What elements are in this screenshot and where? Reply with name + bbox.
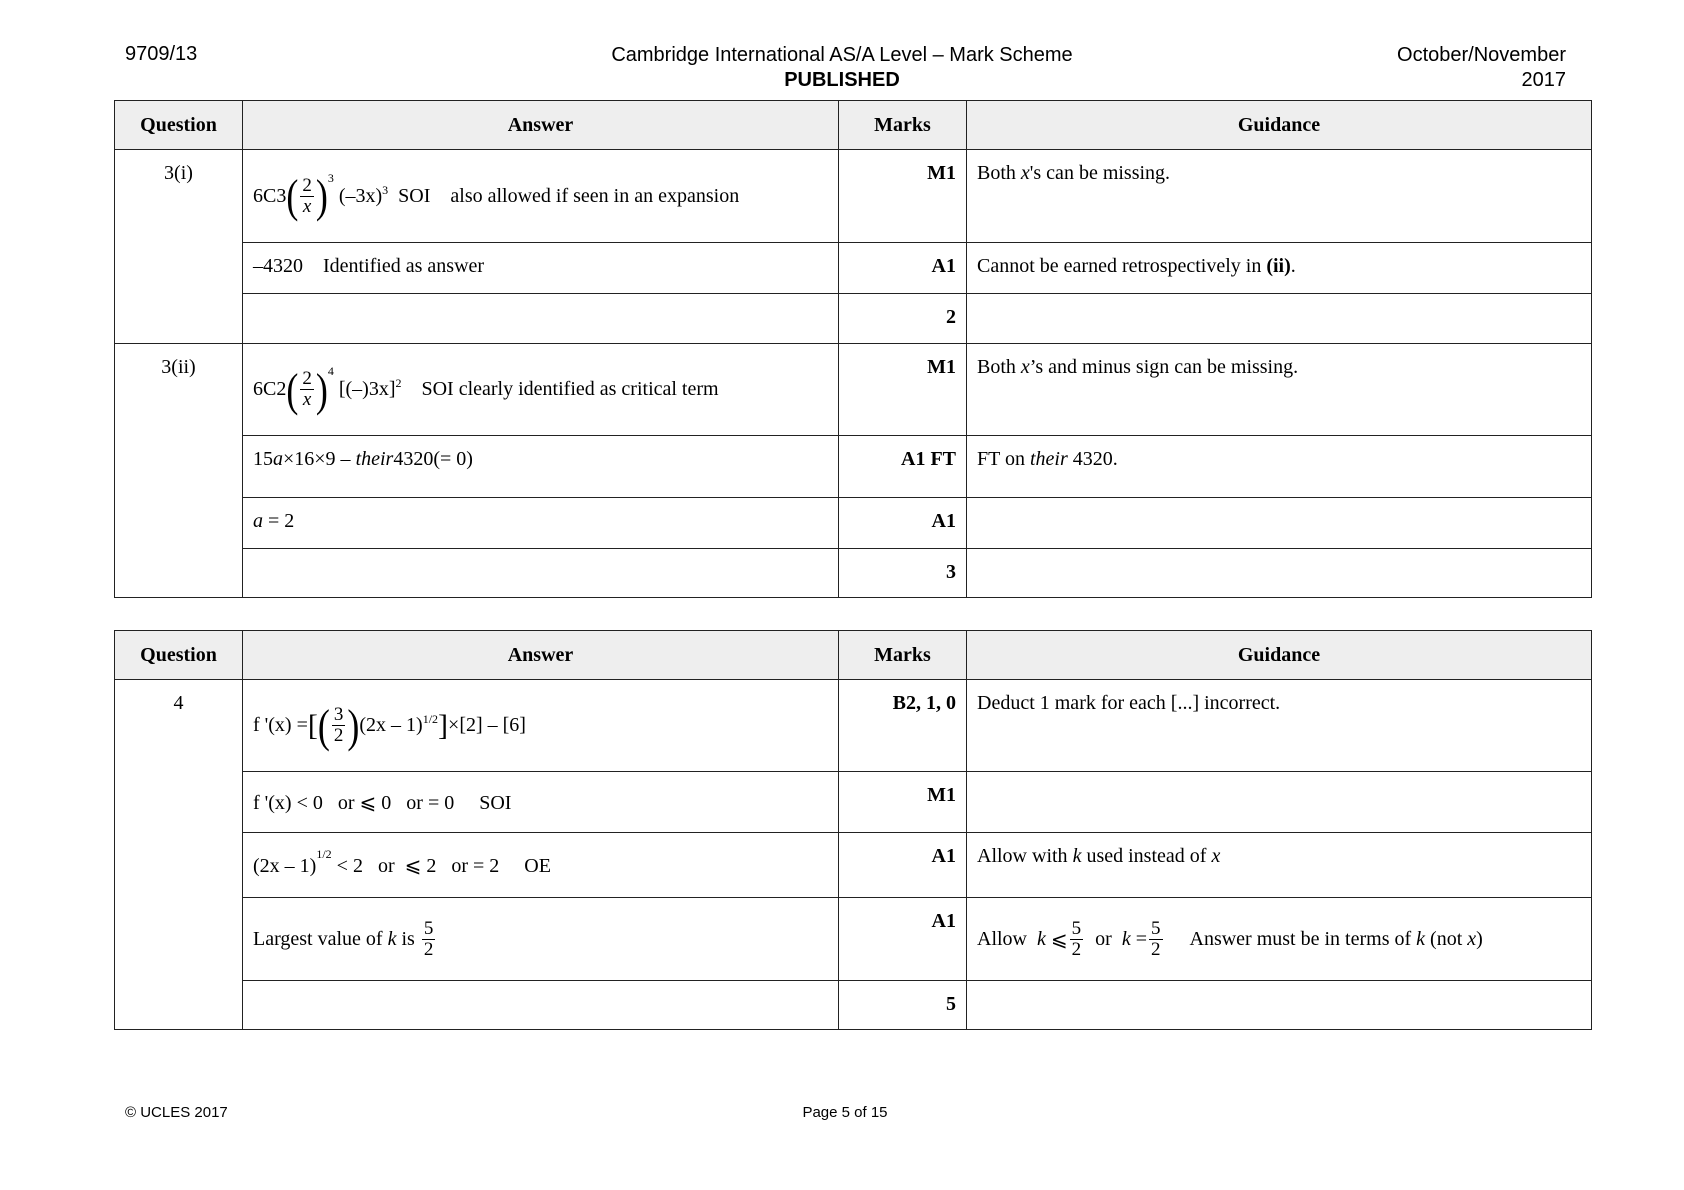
guidance-cell: Cannot be earned retrospectively in (ii). bbox=[967, 243, 1592, 294]
session-year: 2017 bbox=[1521, 69, 1566, 91]
fraction: $\frac{5}{2}$ bbox=[423, 917, 434, 960]
title-text: Cambridge International AS/A Level – Mark Scheme bbox=[611, 44, 1073, 66]
answer-cell: (2x – 1)$^{1/2}$ < 2 or ⩽ 2 or = 2 OE bbox=[243, 833, 839, 898]
col-marks: Marks bbox=[839, 631, 967, 680]
answer-cell: 6C2 ( $\frac{2}{x}$ ) $^4$ [(–)3x] $^2$ SOI clearly identified as critical term bbox=[243, 344, 839, 436]
guidance-cell bbox=[967, 294, 1592, 344]
marks-cell: A1 FT bbox=[839, 436, 967, 498]
question-number: 3(ii) bbox=[115, 344, 243, 598]
question-number: 4 bbox=[115, 680, 243, 1030]
guidance-cell bbox=[967, 981, 1592, 1030]
table-row bbox=[115, 294, 1592, 344]
mark-scheme-table-q3 bbox=[114, 100, 1592, 598]
table-row bbox=[115, 898, 1592, 981]
answer-cell: –4320 Identified as answer bbox=[243, 243, 839, 294]
guidance-cell: Allow with k used instead of x bbox=[967, 833, 1592, 898]
guidance-cell bbox=[967, 772, 1592, 833]
binomial-coefficient: 6C2 bbox=[253, 378, 287, 400]
term: [(–)3x] bbox=[338, 378, 396, 400]
table-row bbox=[115, 344, 1592, 436]
answer-cell: Largest value of k is $\frac{5}{2}$ bbox=[243, 898, 839, 981]
published-label: PUBLISHED bbox=[784, 69, 900, 91]
col-answer: Answer bbox=[243, 101, 839, 150]
session-months: October/November bbox=[1397, 44, 1566, 66]
table-row bbox=[115, 772, 1592, 833]
col-question: Question bbox=[115, 631, 243, 680]
table-row bbox=[115, 549, 1592, 598]
col-guidance: Guidance bbox=[967, 101, 1592, 150]
fraction: $\frac{5}{2}$ bbox=[1071, 917, 1082, 960]
marks-cell: A1 bbox=[839, 243, 967, 294]
guidance-cell: Deduct 1 mark for each [...] incorrect. bbox=[967, 680, 1592, 772]
answer-cell bbox=[243, 294, 839, 344]
exam-session bbox=[1397, 43, 1566, 93]
marks-cell: B2, 1, 0 bbox=[839, 680, 967, 772]
marks-cell: M1 bbox=[839, 344, 967, 436]
table-row bbox=[115, 436, 1592, 498]
term: (–3x) bbox=[338, 184, 383, 207]
answer-cell: a = 2 bbox=[243, 498, 839, 549]
marks-cell: A1 bbox=[839, 498, 967, 549]
table-row bbox=[115, 981, 1592, 1030]
col-marks: Marks bbox=[839, 101, 967, 150]
table-row bbox=[115, 243, 1592, 294]
guidance-cell: Allow k ⩽ $\frac{5}{2}$ or k = $\frac{5}{2}$ Answer must be in terms of k (not x ) bbox=[967, 898, 1592, 981]
binomial-coefficient: 6C3 bbox=[253, 184, 287, 207]
answer-cell bbox=[243, 549, 839, 598]
answer-cell: f '(x) < 0 or ⩽ 0 or = 0 SOI bbox=[243, 772, 839, 833]
table-header-row bbox=[115, 101, 1592, 150]
answer-cell: 15a×16×9 – their4320(= 0) bbox=[243, 436, 839, 498]
marks-cell: M1 bbox=[839, 150, 967, 243]
answer-cell bbox=[243, 981, 839, 1030]
table-row bbox=[115, 150, 1592, 243]
table-row bbox=[115, 498, 1592, 549]
copyright-notice: © UCLES 2017 bbox=[125, 1104, 228, 1121]
col-question: Question bbox=[115, 101, 243, 150]
guidance-cell: Both x’s and minus sign can be missing. bbox=[967, 344, 1592, 436]
marks-cell: A1 bbox=[839, 833, 967, 898]
answer-cell: f '(x) = [ ( $\frac{3}{2}$ ) (2x – 1) $^{1/2}$ ] ×[2] – [6] bbox=[243, 680, 839, 772]
marks-total: 3 bbox=[839, 549, 967, 598]
mark-scheme-table-q4 bbox=[114, 630, 1592, 1030]
marks-total: 2 bbox=[839, 294, 967, 344]
question-number: 3(i) bbox=[115, 150, 243, 344]
fraction: $\frac{2}{x}$ bbox=[302, 174, 312, 217]
marks-cell: M1 bbox=[839, 772, 967, 833]
marks-total: 5 bbox=[839, 981, 967, 1030]
col-answer: Answer bbox=[243, 631, 839, 680]
table-row bbox=[115, 680, 1592, 772]
col-guidance: Guidance bbox=[967, 631, 1592, 680]
fraction: $\frac{2}{x}$ bbox=[302, 368, 312, 410]
paper-code: 9709/13 bbox=[125, 43, 198, 65]
fraction: $\frac{5}{2}$ bbox=[1151, 917, 1161, 960]
page-number: Page 5 of 15 bbox=[802, 1104, 888, 1121]
table-header-row bbox=[115, 631, 1592, 680]
guidance-cell bbox=[967, 549, 1592, 598]
answer-cell: 6C3 ( $\frac{2}{x}$ ) $^3$ (–3x) $^3$ SOI also allowed if seen in an expansion bbox=[243, 150, 839, 243]
guidance-cell: Both x's can be missing. bbox=[967, 150, 1592, 243]
table-row bbox=[115, 833, 1592, 898]
guidance-cell: FT on their 4320. bbox=[967, 436, 1592, 498]
guidance-cell bbox=[967, 498, 1592, 549]
marks-cell: A1 bbox=[839, 898, 967, 981]
fraction: $\frac{3}{2}$ bbox=[333, 704, 344, 746]
